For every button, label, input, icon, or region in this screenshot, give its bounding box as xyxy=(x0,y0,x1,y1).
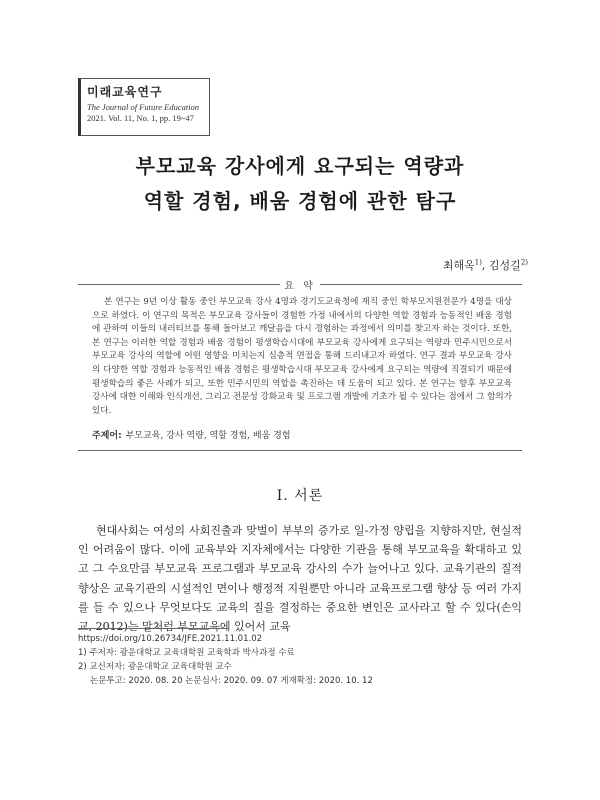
abstract-label: 요 약 xyxy=(280,277,320,292)
abstract-body: 본 연구는 9년 이상 활동 중인 부모교육 강사 4명과 경기도교육청에 재직 중인 학부모지원전문가 4명을 대상으로 하였다. 이 연구의 목적은 부모교육 강사들이 경험한 가정 내에서의 다양한 역할 경험과 능동적인 배움 경험에 관하여 이들의 내러티브를 통해 돌아보고 깨달음을 다시 경험하는 과정에서 의미를 찾고자 하는 것이다. 또한, 본 연구는 이러한 역할 경험과 배움 경험이 평생학습시대에 부모교육 강사에게 요구되는 역량과 민주시민으로서 부모교육 강사의 역할에 어떤 영향을 미치는지 심층적 면접을 통해 드러내고자 하였다. 연구 결과 부모교육 강사의 다양한 역할 경험과 능동적인 배움 경험은 평생학습시대 부모교육 강사에게 요구되는 역량에 직결되기 때문에 평생학습의 좋은 사례가 되고, 또한 민주시민의 역할을 촉진하는 데 도움이 되고 있다. 본 연구는 향후 부모교육 강사에 대한 이해와 인식개선, 그리고 전문성 강화교육 및 프로그램 개발에 기초가 될 수 있다는 점에서 그 함의가 있다. xyxy=(92,297,513,416)
footnote-2: 2) 교신저자: 광운대학교 교육대학원 교수 xyxy=(78,662,232,672)
author-1-footnote-mark[interactable]: 1) xyxy=(474,258,482,267)
journal-volume: 2021. Vol. 11, No. 1, pp. 19~47 xyxy=(87,113,194,123)
paper-title-line-2: 역할 경험, 배움 경험에 관한 탐구 xyxy=(143,189,457,213)
doi-link[interactable]: https://doi.org/10.26734/JFE.2021.11.01.02 xyxy=(78,634,263,644)
body-paragraph: 현대사회는 여성의 사회진출과 맞벌이 부부의 증가로 일-가정 양립을 지향하지만, 현실적인 어려움이 많다. 이에 교육부와 지자체에서는 다양한 기관을 통해 부모교육을 확대하고 있고 그 수요만큼 부모교육 프로그램과 부모교육 강사의 수가 늘어나고 있다. 교육기관의 질적 향상은 교육기관의 시설적인 면이나 행정적 지원뿐만 아니라 교육프로그램 향상 등 여러 가지를 들 수 있으나 무엇보다도 교육의 질을 결정하는 중요한 변인은 교사라고 할 수 있다(손익교, 2012)는 말처럼 부모교육에 있어서 교육 xyxy=(78,524,522,634)
keywords xyxy=(92,428,512,441)
paper-title-line-1: 부모교육 강사에게 요구되는 역량과 xyxy=(135,154,465,178)
author-1: 최해옥 xyxy=(442,259,475,272)
journal-name: 미래교육연구 xyxy=(87,85,163,99)
footnotes xyxy=(78,632,522,688)
keywords-list: 부모교육, 강사 역량, 역할 경험, 배움 경험 xyxy=(125,431,291,441)
journal-name-english: The Journal of Future Education xyxy=(87,102,200,112)
author-separator: , xyxy=(481,259,489,272)
footnote-1: 1) 주저자: 광운대학교 교육대학원 교육학과 박사과정 수료 xyxy=(78,648,295,658)
author-2-footnote-mark[interactable]: 2) xyxy=(520,258,528,267)
journal-info-box xyxy=(78,78,210,136)
abstract-bottom-rule xyxy=(78,450,522,451)
submission-dates: 논문투고: 2020. 08. 20 논문심사: 2020. 09. 07 게재확정: 2020. 10. 12 xyxy=(90,676,373,686)
author-2: 김성길 xyxy=(488,259,521,272)
keywords-label: 주제어: xyxy=(92,431,122,441)
footnote-rule xyxy=(78,628,228,629)
authors xyxy=(443,257,528,273)
section-heading-introduction: Ⅰ. 서론 xyxy=(276,488,324,504)
